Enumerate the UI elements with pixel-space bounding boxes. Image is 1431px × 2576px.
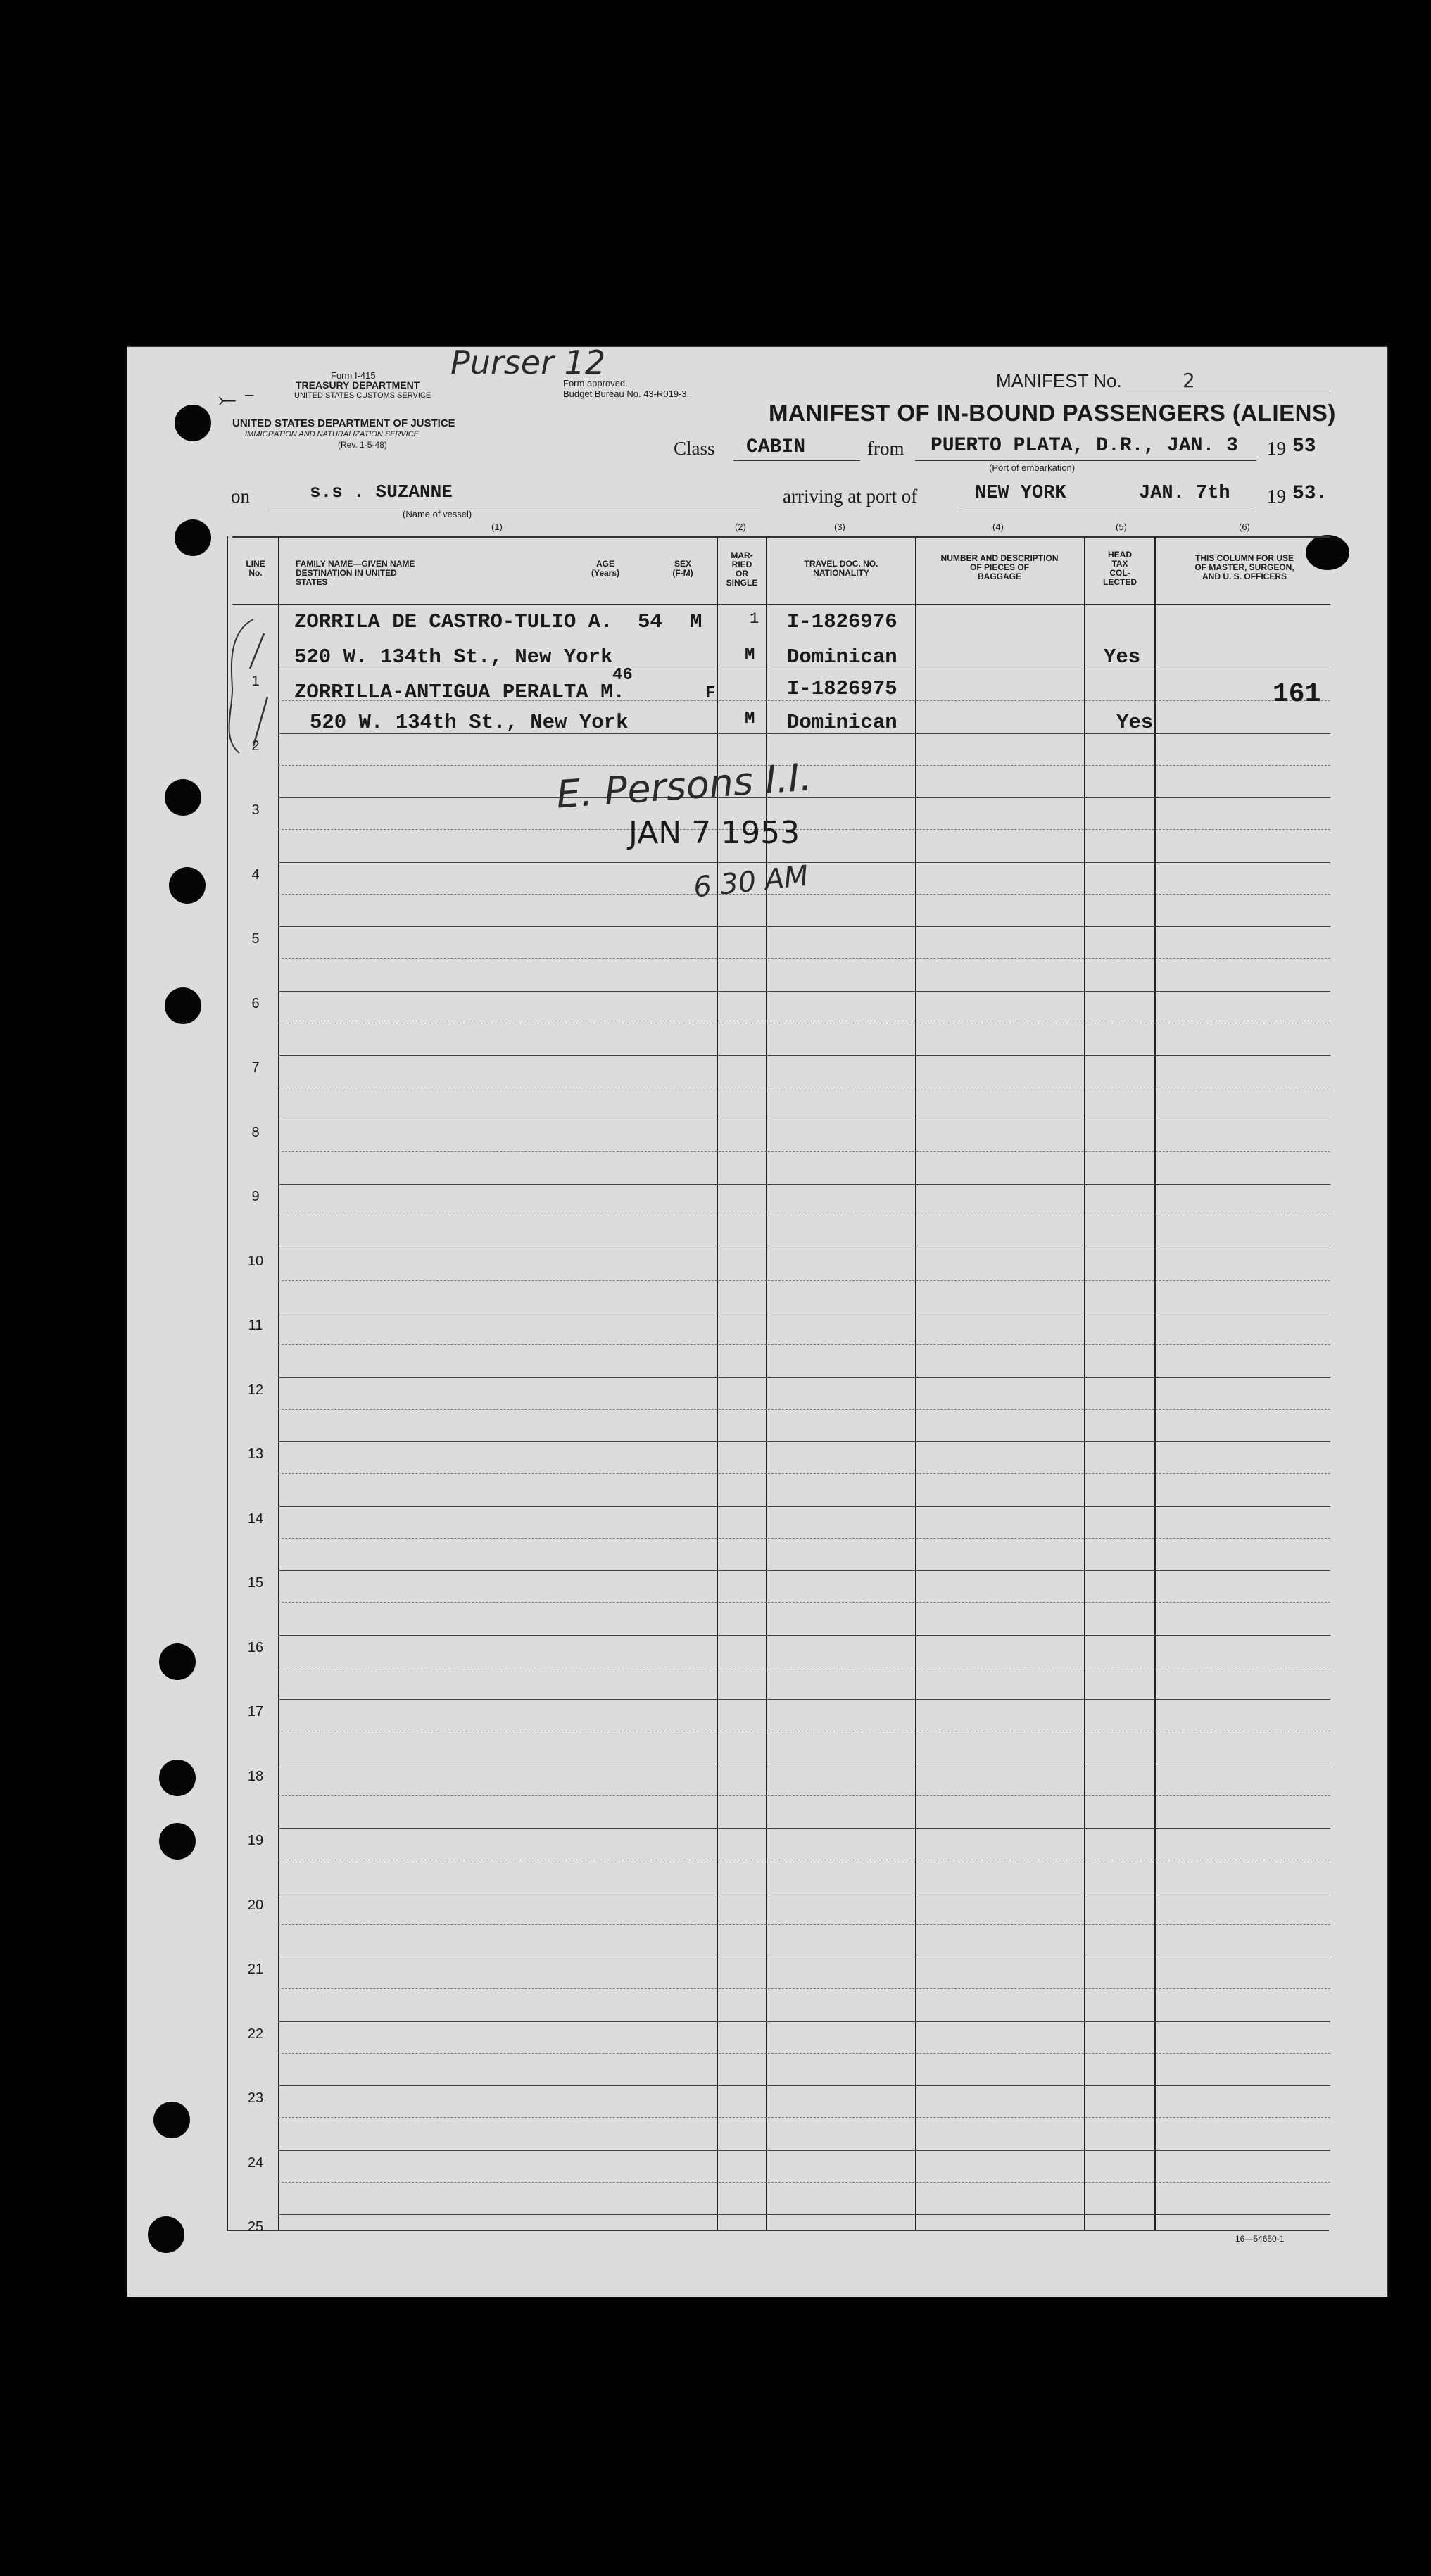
line-number: 6: [251, 995, 260, 1011]
line-number: 21: [247, 1962, 264, 1977]
passenger-1-status-mark: 1: [750, 610, 759, 628]
passenger-1-marital: M: [745, 645, 755, 664]
row-midline: [278, 829, 1330, 830]
treasury-department: TREASURY DEPARTMENT: [296, 379, 420, 391]
row-midline: [278, 1473, 1330, 1474]
col-header-married: MAR- RIED OR SINGLE: [726, 550, 758, 588]
col-header-officers: THIS COLUMN FOR USE OF MASTER, SURGEON, AND U. S. OFFICERS: [1194, 553, 1294, 581]
col-header-baggage: NUMBER AND DESCRIPTION OF PIECES OF BAGGAGE: [940, 553, 1059, 581]
row-midline: [278, 1151, 1330, 1152]
stamp-date: JAN 7 1953: [629, 815, 800, 851]
from-label: from: [867, 438, 904, 459]
line-number: 4: [251, 866, 260, 883]
row-rule: [278, 1506, 1330, 1507]
class-value: CABIN: [746, 436, 806, 458]
bracket-marks: [211, 605, 296, 767]
arrow-mark: ⤚ ⁻: [218, 386, 256, 412]
port-of-embarkation: PUERTO PLATA, D.R., JAN. 3: [931, 435, 1238, 457]
punch-hole: [175, 405, 211, 441]
row-rule: [278, 991, 1330, 992]
row-midline: [278, 2182, 1330, 2183]
punch-hole: [175, 519, 211, 556]
passenger-1-nationality: Dominican: [787, 645, 897, 669]
line-number: 10: [247, 1253, 264, 1269]
row-rule: [278, 2085, 1330, 2086]
col-header-name: FAMILY NAME—GIVEN NAME DESTINATION IN UNITED STATES: [296, 559, 415, 587]
passenger-1-address: 520 W. 134th St., New York: [294, 645, 613, 669]
punch-hole: [159, 1643, 196, 1680]
line-number: 23: [247, 2090, 264, 2106]
vessel-name: s.s . SUZANNE: [310, 481, 453, 503]
row-rule: [278, 1828, 1330, 1829]
row-rule: [278, 1635, 1330, 1636]
row-rule: [278, 2021, 1330, 2022]
line-number: 7: [251, 1060, 260, 1075]
line-number: 14: [247, 1510, 264, 1527]
passenger-2-age: 46: [612, 666, 633, 685]
line-number: 16: [247, 1639, 264, 1655]
line-number: 24: [247, 2154, 264, 2171]
row-rule: [278, 1055, 1330, 1056]
on-label: on: [231, 486, 250, 507]
manifest-number-label: MANIFEST No.: [996, 370, 1122, 391]
passenger-2-sex: F: [705, 684, 716, 703]
punch-hole: [148, 2216, 184, 2253]
line-number: 12: [247, 1382, 264, 1398]
year-embark: 53: [1292, 436, 1316, 457]
punch-hole: [159, 1823, 196, 1860]
line-number: 22: [247, 2026, 264, 2042]
doc-divider: [915, 536, 916, 2230]
line-number: 19: [247, 1833, 264, 1848]
arriving-label: arriving at port of: [783, 486, 918, 507]
row-midline: [278, 1924, 1330, 1925]
line-number: 17: [247, 1704, 264, 1719]
line-number: 2: [251, 738, 260, 754]
class-line: [733, 460, 860, 461]
table-top-border: [232, 536, 1330, 538]
col-header-age: AGE (Years): [591, 559, 620, 578]
line-number: 9: [251, 1189, 260, 1204]
row-rule: [278, 1377, 1330, 1378]
year-prefix-embark: 19: [1267, 438, 1286, 459]
punch-hole: [159, 1760, 196, 1796]
stamp-time: 6 30 AM: [692, 859, 810, 904]
col-num-1: (1): [491, 522, 503, 532]
row-rule: [278, 2150, 1330, 2151]
punch-hole: [165, 779, 201, 816]
manifest-page: [127, 347, 1387, 2297]
form-number: Form I-415: [331, 370, 376, 381]
customs-service: UNITED STATES CUSTOMS SERVICE: [294, 391, 431, 400]
punch-hole: [153, 2102, 190, 2138]
col-num-5: (5): [1116, 522, 1127, 532]
punch-hole: [169, 867, 206, 904]
tax-divider: [1154, 536, 1156, 2230]
row-midline: [278, 1280, 1330, 1281]
col-num-6: (6): [1239, 522, 1250, 532]
row-rule: [278, 1184, 1330, 1185]
table-bottom-border: [227, 2230, 1329, 2231]
passenger-2-officer-note: 161: [1273, 679, 1321, 709]
col-header-head-tax: HEAD TAX COL- LECTED: [1103, 550, 1137, 587]
form-approved: Form approved.: [563, 378, 628, 389]
line-number: 1: [251, 674, 260, 689]
passenger-1-head-tax: Yes: [1104, 645, 1141, 669]
manifest-title: MANIFEST OF IN-BOUND PASSENGERS (ALIENS): [769, 400, 1336, 426]
row-midline: [278, 894, 1330, 895]
col-num-4: (4): [992, 522, 1004, 532]
form-revision: (Rev. 1-5-48): [338, 440, 387, 450]
col-num-3: (3): [834, 522, 845, 532]
arrival-date: JAN. 7th: [1139, 483, 1230, 504]
row-midline: [278, 2053, 1330, 2054]
row-midline: [278, 1988, 1330, 1989]
line-number: 11: [248, 1318, 263, 1333]
row-rule: [278, 1570, 1330, 1571]
passenger-1-sex: M: [690, 610, 702, 633]
inspector-signature: E. Persons I.I.: [555, 755, 814, 817]
line-number: 25: [247, 2219, 264, 2235]
col-header-travel-doc: TRAVEL DOC. NO. NATIONALITY: [804, 559, 878, 578]
row-midline: [278, 1344, 1330, 1345]
col-header-sex: SEX (F-M): [672, 559, 693, 578]
manifest-number: 2: [1183, 369, 1195, 392]
passenger-2-head-tax: Yes: [1116, 711, 1154, 734]
handwritten-purser: Purser 12: [450, 343, 606, 381]
passenger-2-nationality: Dominican: [787, 711, 897, 734]
punch-hole: [165, 987, 201, 1024]
row-midline: [278, 958, 1330, 959]
row-rule: [278, 2214, 1330, 2215]
year-arrival: 53.: [1292, 483, 1328, 505]
line-number: 18: [247, 1768, 264, 1784]
passenger-2-doc: I-1826975: [787, 677, 897, 700]
line-number: 8: [251, 1124, 260, 1140]
row-midline: [278, 1538, 1330, 1539]
port-of-arrival: NEW YORK: [975, 483, 1066, 504]
footer-form-code: 16—54650-1: [1235, 2234, 1285, 2244]
passenger-1-age: 54: [638, 610, 662, 633]
vessel-caption: (Name of vessel): [403, 509, 472, 519]
row-rule: [278, 926, 1330, 927]
line-number: 5: [251, 931, 260, 947]
row-midline: [278, 1602, 1330, 1603]
row-rule: [278, 1699, 1330, 1700]
row-midline: [278, 1795, 1330, 1796]
row-midline: [278, 2117, 1330, 2118]
embarkation-caption: (Port of embarkation): [989, 462, 1076, 473]
col-header-line-no: LINE No.: [246, 559, 265, 578]
passenger-2-name: ZORRILLA-ANTIGUA PERALTA M.: [294, 681, 625, 704]
budget-bureau: Budget Bureau No. 43-R019-3.: [563, 389, 690, 399]
line-number: 3: [251, 802, 260, 818]
justice-department: UNITED STATES DEPARTMENT OF JUSTICE: [232, 417, 455, 429]
ins-service: IMMIGRATION AND NATURALIZATION SERVICE: [245, 430, 419, 438]
baggage-divider: [1084, 536, 1085, 2230]
row-rule: [278, 1441, 1330, 1442]
line-no-divider: [278, 536, 279, 2230]
header-bottom-border: [232, 604, 1330, 605]
passenger-2-marital: M: [745, 709, 755, 728]
line-number: 20: [247, 1897, 264, 1913]
line-number: 13: [247, 1446, 264, 1462]
class-label: Class: [674, 438, 715, 459]
table-left-border: [227, 536, 228, 2231]
passenger-2-address: 520 W. 134th St., New York: [310, 711, 629, 734]
col-num-2: (2): [735, 522, 746, 532]
passenger-1-doc: I-1826976: [787, 610, 897, 633]
row-midline: [278, 1409, 1330, 1410]
line-number: 15: [247, 1575, 264, 1591]
from-line: [915, 460, 1256, 461]
passenger-1-name: ZORRILA DE CASTRO-TULIO A.: [294, 610, 613, 633]
year-prefix-arrival: 19: [1267, 486, 1286, 507]
